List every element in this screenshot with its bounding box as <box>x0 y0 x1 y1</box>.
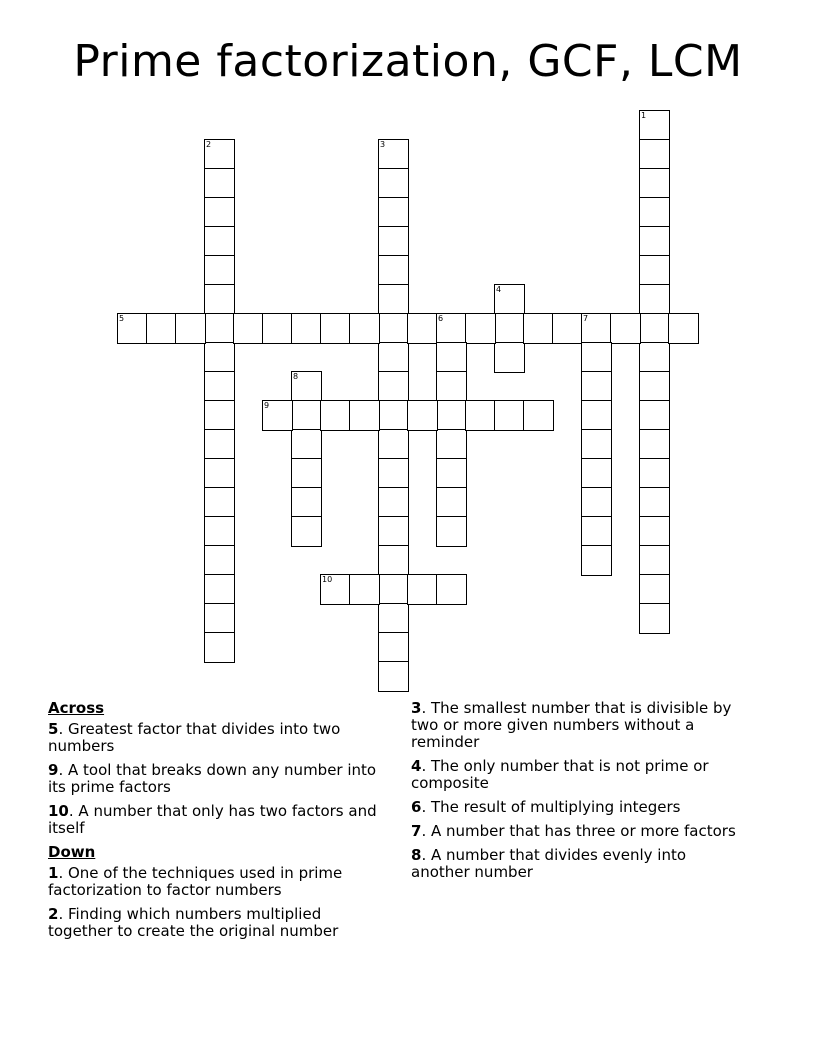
crossword-cell[interactable] <box>204 400 235 431</box>
crossword-cell[interactable] <box>378 371 409 402</box>
crossword-cell[interactable] <box>494 284 525 315</box>
crossword-cell[interactable] <box>639 110 670 141</box>
crossword-cell[interactable] <box>581 487 612 518</box>
down-clue: 6. The result of multiplying integers <box>411 798 681 816</box>
crossword-cell[interactable] <box>552 313 583 344</box>
clue-text: The result of multiplying integers <box>430 798 681 816</box>
crossword-cell[interactable] <box>204 545 235 576</box>
crossword-cell[interactable] <box>581 342 612 373</box>
clues-column-left <box>48 700 383 947</box>
crossword-cell[interactable] <box>378 487 409 518</box>
crossword-cell[interactable] <box>378 574 409 605</box>
crossword-cell[interactable] <box>204 574 235 605</box>
crossword-cell[interactable] <box>639 429 670 460</box>
crossword-cell[interactable] <box>291 458 322 489</box>
crossword-cell[interactable] <box>378 545 409 576</box>
cell-number: 3 <box>380 140 386 149</box>
crossword-cell[interactable] <box>291 429 322 460</box>
crossword-cell[interactable] <box>436 313 467 344</box>
down-clue: 3. The smallest number that is divisible by two or more given numbers without a reminder <box>411 699 732 751</box>
clue-number: 4 <box>411 757 422 775</box>
cell-number: 10 <box>322 575 333 584</box>
crossword-cell[interactable] <box>581 429 612 460</box>
clue-number: 9 <box>48 761 59 779</box>
crossword-cell[interactable] <box>349 400 380 431</box>
crossword-cell[interactable] <box>639 342 670 373</box>
clue-text: The smallest number that is divisible by two or more given numbers without a reminder <box>411 699 732 751</box>
crossword-cell[interactable] <box>378 197 409 228</box>
crossword-cell[interactable] <box>639 516 670 547</box>
crossword-cell[interactable] <box>291 400 322 431</box>
crossword-cell[interactable] <box>204 429 235 460</box>
crossword-cell[interactable] <box>204 342 235 373</box>
crossword-cell[interactable] <box>581 545 612 576</box>
crossword-cell[interactable] <box>320 574 351 605</box>
crossword-cell[interactable] <box>378 632 409 663</box>
crossword-cell[interactable] <box>581 516 612 547</box>
crossword-cell[interactable] <box>494 313 525 344</box>
clue-number: 8 <box>411 846 422 864</box>
clue-text: Finding which numbers multiplied together to create the original number <box>48 905 339 940</box>
cell-number: 1 <box>641 111 647 120</box>
clue-number: 7 <box>411 822 422 840</box>
crossword-cell[interactable] <box>204 313 235 344</box>
crossword-cell[interactable] <box>204 487 235 518</box>
crossword-cell[interactable] <box>204 371 235 402</box>
crossword-cell[interactable] <box>378 284 409 315</box>
crossword-cell[interactable] <box>668 313 699 344</box>
down-clue: 1. One of the techniques used in prime factorization to factor numbers <box>48 864 343 899</box>
crossword-cell[interactable] <box>436 429 467 460</box>
crossword-cell[interactable] <box>639 197 670 228</box>
crossword-cell[interactable] <box>436 400 467 431</box>
crossword-cell[interactable] <box>436 574 467 605</box>
crossword-cell[interactable] <box>639 371 670 402</box>
crossword-cell[interactable] <box>117 313 148 344</box>
crossword-cell[interactable] <box>407 574 438 605</box>
crossword-cell[interactable] <box>610 313 641 344</box>
crossword-cell[interactable] <box>378 139 409 170</box>
clue-text: Greatest factor that divides into two numbers <box>48 720 341 755</box>
clue-text: A number that only has two factors and itself <box>48 802 377 837</box>
crossword-cell[interactable] <box>436 342 467 373</box>
clue-text: A number that divides evenly into another number <box>411 846 687 881</box>
crossword-cell[interactable] <box>262 313 293 344</box>
crossword-cell[interactable] <box>436 487 467 518</box>
crossword-cell[interactable] <box>204 255 235 286</box>
crossword-cell[interactable] <box>291 371 322 402</box>
cell-number: 6 <box>438 314 444 323</box>
down-heading: Down <box>48 843 96 861</box>
crossword-cell[interactable] <box>204 632 235 663</box>
crossword-cell[interactable] <box>378 255 409 286</box>
crossword-cell[interactable] <box>378 429 409 460</box>
crossword-cell[interactable] <box>204 139 235 170</box>
crossword-cell[interactable] <box>639 603 670 634</box>
cell-number: 4 <box>496 285 502 294</box>
across-clue: 10. A number that only has two factors and itself <box>48 802 377 837</box>
down-clue: 4. The only number that is not prime or composite <box>411 757 709 792</box>
crossword-cell[interactable] <box>320 313 351 344</box>
crossword-cell[interactable] <box>233 313 264 344</box>
crossword-cell[interactable] <box>349 574 380 605</box>
crossword-cell[interactable] <box>436 516 467 547</box>
crossword-cell[interactable] <box>639 255 670 286</box>
crossword-cell[interactable] <box>291 313 322 344</box>
crossword-cell[interactable] <box>523 400 554 431</box>
down-clue: 8. A number that divides evenly into another number <box>411 846 687 881</box>
across-heading: Across <box>48 699 105 717</box>
crossword-cell[interactable] <box>378 226 409 257</box>
crossword-cell[interactable] <box>639 400 670 431</box>
crossword-cell[interactable] <box>262 400 293 431</box>
down-clue: 7. A number that has three or more factors <box>411 822 736 840</box>
crossword-cell[interactable] <box>639 139 670 170</box>
cell-number: 9 <box>264 401 270 410</box>
clue-number: 1 <box>48 864 59 882</box>
clue-text: A number that has three or more factors <box>430 822 736 840</box>
crossword-cell[interactable] <box>639 574 670 605</box>
crossword-cell[interactable] <box>639 487 670 518</box>
crossword-cell[interactable] <box>378 313 409 344</box>
crossword-cell[interactable] <box>465 313 496 344</box>
cell-number: 8 <box>293 372 299 381</box>
crossword-cell[interactable] <box>639 226 670 257</box>
clue-number: 6 <box>411 798 422 816</box>
crossword-cell[interactable] <box>581 400 612 431</box>
crossword-cell[interactable] <box>320 400 351 431</box>
clues-column-right <box>411 700 746 888</box>
crossword-cell[interactable] <box>204 226 235 257</box>
crossword-cell[interactable] <box>581 458 612 489</box>
clue-text: One of the techniques used in prime factorization to factor numbers <box>48 864 343 899</box>
crossword-cell[interactable] <box>378 168 409 199</box>
crossword-cell[interactable] <box>494 400 525 431</box>
crossword-cell[interactable] <box>494 342 525 373</box>
crossword-cell[interactable] <box>639 284 670 315</box>
crossword-cell[interactable] <box>349 313 380 344</box>
crossword-cell[interactable] <box>378 516 409 547</box>
crossword-cell[interactable] <box>378 458 409 489</box>
crossword-cell[interactable] <box>204 458 235 489</box>
cell-number: 5 <box>119 314 125 323</box>
clue-number: 10 <box>48 802 69 820</box>
crossword-cell[interactable] <box>291 516 322 547</box>
crossword-cell[interactable] <box>465 400 496 431</box>
crossword-cell[interactable] <box>378 661 409 692</box>
crossword-cell[interactable] <box>291 487 322 518</box>
crossword-cell[interactable] <box>436 458 467 489</box>
crossword-cell[interactable] <box>581 313 612 344</box>
crossword-cell[interactable] <box>175 313 206 344</box>
crossword-cell[interactable] <box>523 313 554 344</box>
crossword-cell[interactable] <box>407 400 438 431</box>
clue-number: 3 <box>411 699 422 717</box>
crossword-cell[interactable] <box>581 371 612 402</box>
crossword-cell[interactable] <box>639 458 670 489</box>
crossword-cell[interactable] <box>639 168 670 199</box>
down-clue: 2. Finding which numbers multiplied together to create the original number <box>48 905 339 940</box>
clue-number: 2 <box>48 905 59 923</box>
crossword-cell[interactable] <box>407 313 438 344</box>
cell-number: 7 <box>583 314 589 323</box>
clue-text: A tool that breaks down any number into its prime factors <box>48 761 377 796</box>
crossword-cell[interactable] <box>378 603 409 634</box>
crossword-cell[interactable] <box>378 400 409 431</box>
crossword-cell[interactable] <box>639 545 670 576</box>
crossword-cell[interactable] <box>639 313 670 344</box>
clue-number: 5 <box>48 720 59 738</box>
crossword-cell[interactable] <box>204 603 235 634</box>
across-clue: 9. A tool that breaks down any number into its prime factors <box>48 761 377 796</box>
cell-number: 2 <box>206 140 212 149</box>
crossword-cell[interactable] <box>146 313 177 344</box>
crossword-cell[interactable] <box>204 516 235 547</box>
across-clue: 5. Greatest factor that divides into two numbers <box>48 720 341 755</box>
page-title: Prime factorization, GCF, LCM <box>73 36 743 87</box>
crossword-cell[interactable] <box>378 342 409 373</box>
crossword-cell[interactable] <box>204 168 235 199</box>
crossword-cell[interactable] <box>436 371 467 402</box>
crossword-cell[interactable] <box>204 197 235 228</box>
clue-text: The only number that is not prime or composite <box>411 757 709 792</box>
crossword-cell[interactable] <box>204 284 235 315</box>
